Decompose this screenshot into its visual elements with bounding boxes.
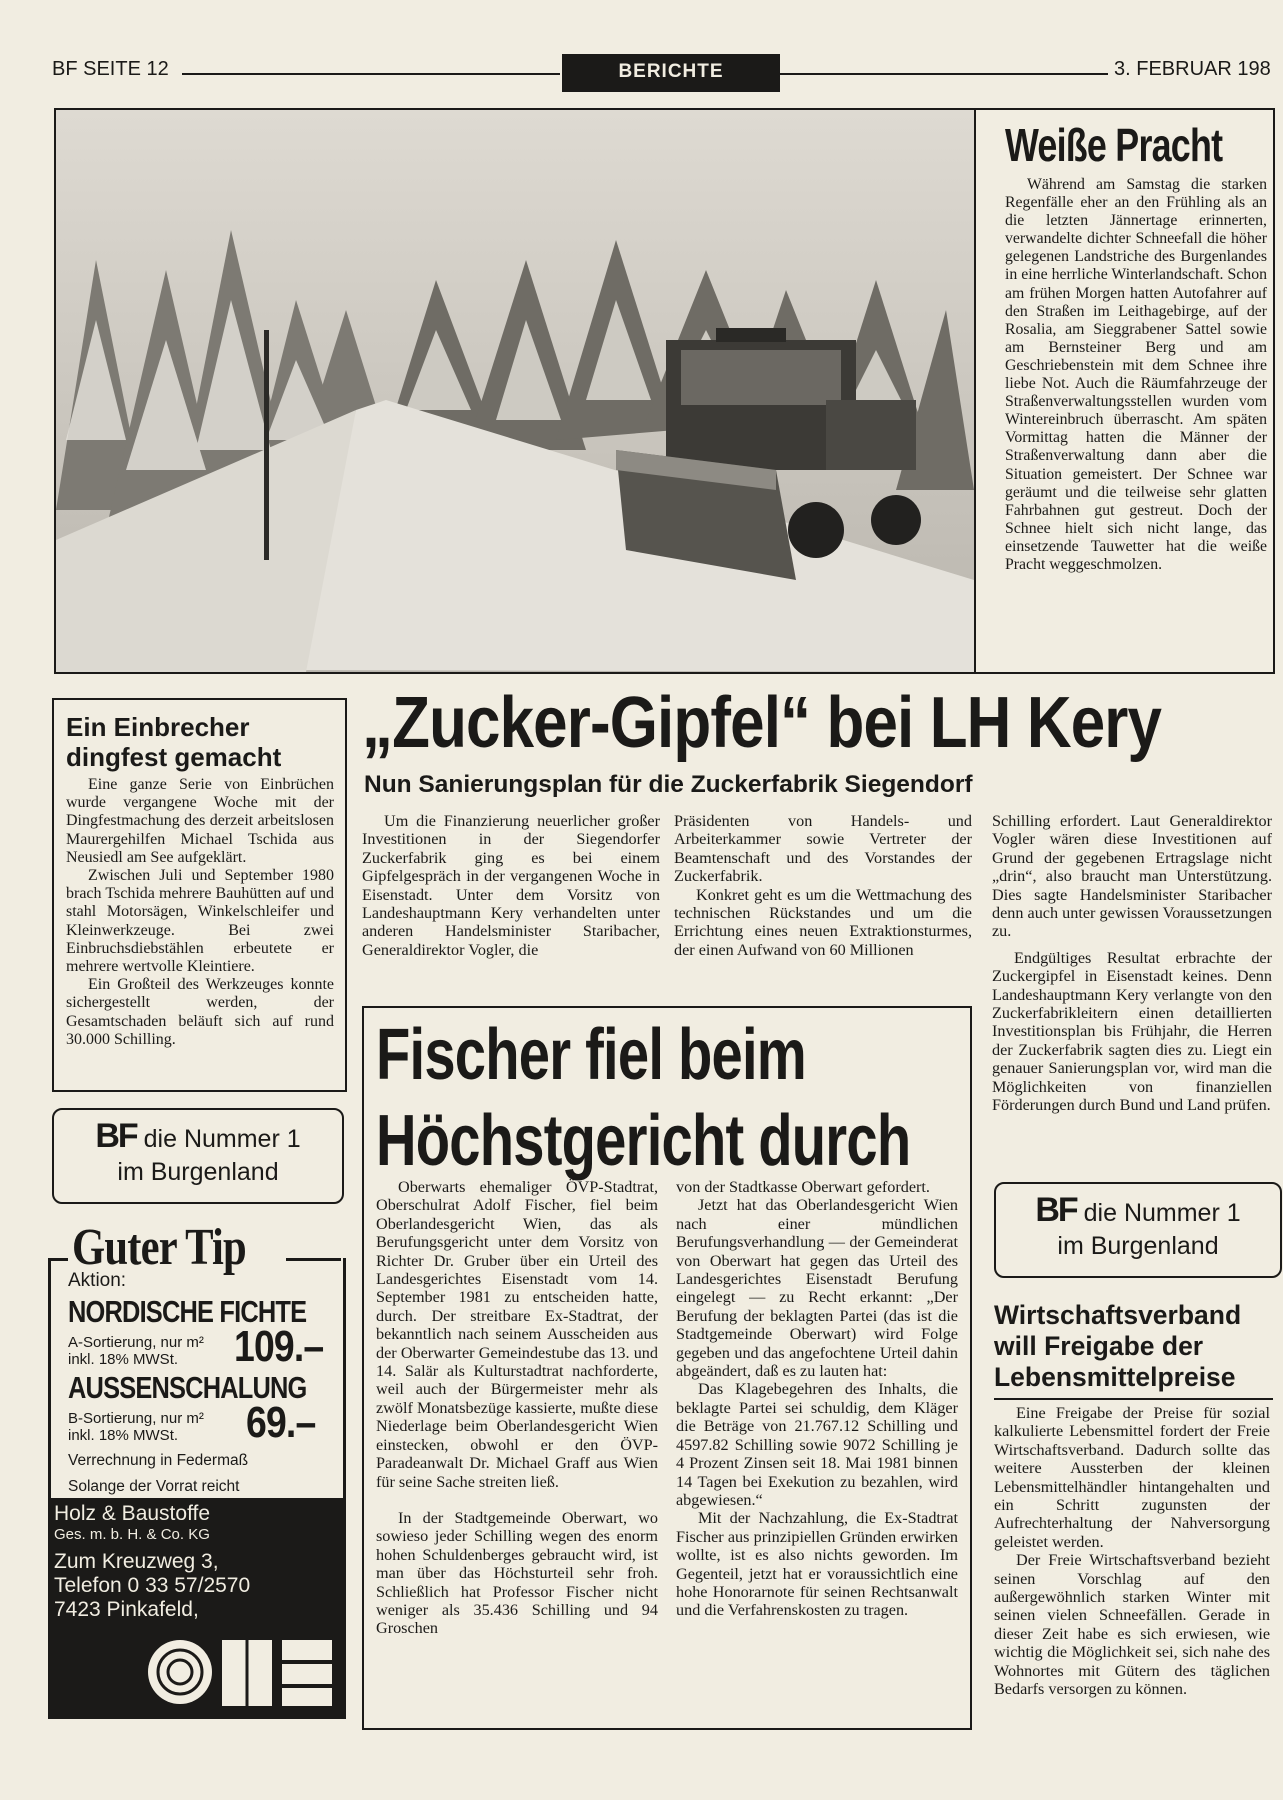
ad-company-name: Holz & Baustoffe	[54, 1502, 211, 1525]
issue-date: 3. FEBRUAR 198	[1114, 58, 1271, 80]
wirtschaft-p2: Der Freie Wirtschaftsverband bezieht seinen Vorschlag auf den außergewöhnlich starken Winter mit seinen vielen Schneefällen. Gerade in dieser Zeit habe es sich erwiesen, wie wichtig die Möglichkeit sei, sich nahe des Wohnortes mit Gütern des täglichen Bedarfs versorgen zu können.	[994, 1551, 1270, 1699]
zucker-subhead: Nun Sanierungsplan für die Zuckerfabrik Siegendorf	[364, 771, 973, 798]
fischer-headline	[376, 1012, 910, 1184]
ad-address-city: 7423 Pinkafeld,	[54, 1598, 199, 1621]
ad-item2-desc1: B-Sortierung, nur m²	[68, 1410, 204, 1427]
ad-note1: Verrechnung in Federmaß	[68, 1452, 249, 1469]
ad-item1-desc1: A-Sortierung, nur m²	[68, 1334, 204, 1351]
ad-item1-desc	[68, 1334, 204, 1368]
einbrecher-box	[52, 698, 347, 1092]
weisse-pracht-text	[1005, 176, 1267, 574]
fischer-col2	[676, 1178, 958, 1620]
zucker-headline: „Zucker-Gipfel“ bei LH Kery	[362, 683, 1162, 763]
wirtschaft-p1: Eine Freigabe der Preise für sozial kalkulierte Lebensmittel fordert der Freie Wirtschaftsverband. Dadurch sollte das weitere Aussterben der kleinen Lebensmittelhändler hintangehalten und ein Schritt zugunsten der Aufrechterhaltung der Nahversorgung geleistet werden.	[994, 1404, 1270, 1551]
ad-company	[54, 1502, 250, 1622]
guter-tip-title: Guter Tip	[72, 1219, 246, 1276]
bf-ad-line2: im Burgenland	[117, 1158, 279, 1186]
einbrecher-title	[66, 712, 281, 772]
ad-note2: Solange der Vorrat reicht	[68, 1478, 240, 1495]
weisse-pracht-box	[975, 108, 1275, 674]
ad-address-street: Zum Kreuzweg 3,	[54, 1550, 219, 1573]
fischer-col2-c: Das Klagebegehren des Inhalts, die beklagte Partei sei schuldig, dem Kläger die Beträge von 21.767.12 Schilling und 4597.82 Schilling sowie 9072 Schilling je 4 Prozent Zinsen seit 18. Mai 1981 binnen 14 Tagen bei Exekution zu bezahlen, wird abgewiesen.“	[676, 1380, 958, 1509]
ad-company-form: Ges. m. b. H. & Co. KG	[54, 1526, 210, 1543]
section-badge: BERICHTE	[562, 54, 780, 92]
ad-item2-price: 69.–	[246, 1398, 316, 1447]
page-number: BF SEITE 12	[52, 58, 169, 80]
bf-ad-line1: die Nummer 1	[143, 1125, 301, 1153]
bf-logo-right: BF	[1035, 1191, 1077, 1229]
einbrecher-title-line2: dingfest gemacht	[66, 742, 282, 772]
ad-item2-name: AUSSENSCHALUNG	[68, 1370, 307, 1405]
zucker-col1-text: Um die Finanzierung neuerlicher großer Investitionen in der Siegendorfer Zuckerfabrik ging es bei einem Gipfelgespräch in der vergangenen Woche in Eisenstadt. Unter dem Vorsitz von Landeshauptmann Kery verhandelten unter anderen Handelsminister Staribacher, Generaldirektor Vogler, die	[362, 812, 660, 959]
wirtschaft-rule	[994, 1398, 1273, 1400]
ad-item1-desc2: inkl. 18% MWSt.	[68, 1351, 179, 1368]
einbrecher-text	[66, 776, 334, 1049]
zucker-col2	[674, 812, 972, 959]
fischer-headline-line1: Fischer fiel beim	[376, 1015, 806, 1095]
ad-item1-price: 109.–	[234, 1322, 324, 1371]
ad-item1-name: NORDISCHE FICHTE	[68, 1294, 307, 1329]
company-logo-icon	[142, 1628, 338, 1718]
ad-notes	[68, 1448, 248, 1500]
weisse-pracht-title: Weiße Pracht	[1005, 119, 1223, 171]
bf-ad-right-line1: die Nummer 1	[1083, 1199, 1241, 1227]
zucker-col3-b: Endgültiges Resultat erbrachte der Zuckergipfel in Eisenstadt keines. Denn Landeshauptmann Kery verlangte von den Zuckerfabrikleitern einen detaillierten Investitionsplan bis Frühjahr, die Herren der Zuckerfabrik sagten dies zu. Liegt ein genauer Sanierungsplan vor, wird man die Möglichkeiten von finanziellen Förderungen durch Bund und Land prüfen.	[992, 948, 1272, 1115]
ad-aktion: Aktion:	[68, 1270, 127, 1291]
header-rule-left	[182, 73, 560, 75]
einbrecher-title-line1: Ein Einbrecher	[66, 712, 250, 742]
zucker-col3-a: Schilling erfordert. Laut Generaldirektor Vogler wären diese Investitionen auf Grund der gegebenen Ertragslage nicht „drin“, also braucht man Unterstützung. Dies sagte Handelsminister Staribacher denn auch unter gewissen Voraussetzungen zu.	[992, 812, 1272, 941]
bf-ad-right	[994, 1182, 1282, 1278]
zucker-col2-b: Konkret geht es um die Wettmachung des technischen Rückstandes und um die Errichtung eines neuen Extraktionsturmes, der einen Aufwand von 60 Millionen	[674, 885, 972, 959]
fischer-col1-a: Oberwarts ehemaliger ÖVP-Stadtrat, Oberschulrat Adolf Fischer, fiel beim Oberlandesgericht Wien, das als Berufungsgericht unter dem Vorsitz von Richter Dr. Gruber über ein Urteil des Landesgerichtes Eisenstadt vom 14. September 1981 zu entscheiden hatte, durch. Der streitbare Ex-Stadtrat, der bekanntlich nach seinem Ausscheiden aus der Oberwarter Gemeindestube das 13. und 14. Salär als Kulturstadtrat nachforderte, weil auch der Bürgermeister mehr als zwölf Monatsbezüge kassierte, mußte diese Niederlage beim Oberlandesgericht Wien einstecken, obwohl er den ÖVP-Paradeanwalt Dr. Michael Graff aus Wien für seine Sache streiten ließ.	[376, 1178, 658, 1491]
snowplow-photo	[54, 108, 976, 674]
zucker-col1	[362, 812, 660, 959]
zucker-col2-a: Präsidenten von Handels- und Arbeiterkammer sowie Vertreter der Beamtenschaft und des Vorstandes der Zuckerfabrik.	[674, 812, 972, 886]
ad-address-phone: Telefon 0 33 57/2570	[54, 1574, 251, 1597]
fischer-col2-a: von der Stadtkasse Oberwart gefordert.	[676, 1178, 930, 1196]
fischer-col2-b: Jetzt hat das Oberlandesgericht Wien nach einer mündlichen Berufungsverhandlung — der Gemeinderat von Oberwart hat gegen das Urteil des Landesgerichtes Eisenstadt Berufung eingelegt — zu Recht erkannt: „Der Berufung der beklagten Partei (das ist die Stadtgemeinde Oberwart) wird Folge gegeben und das angefochtene Urteil dahin abgeändert, daß es zu lauten hat:	[676, 1196, 958, 1381]
fischer-box	[362, 1006, 972, 1730]
guter-tip-ad	[46, 1218, 346, 1718]
bf-logo: BF	[95, 1117, 137, 1155]
fischer-col2-d: Mit der Nachzahlung, die Ex-Stadtrat Fischer aus prinzipiellen Gründen erwirken wollte, ist es also nichts geworden. Im Gegenteil, jetzt hat er voraussichtlich eine hohe Honorarnote für seinen Rechtsanwalt und die Verfahrenskosten zu tragen.	[676, 1509, 958, 1620]
fischer-headline-line2: Höchstgericht durch	[376, 1101, 911, 1181]
wirtschaft-title-line3: Lebensmittelpreise	[994, 1362, 1236, 1392]
fischer-col1	[376, 1178, 658, 1638]
wirtschaft-title	[994, 1300, 1241, 1393]
weisse-pracht-paragraph: Während am Samstag die starken Regenfälle eher an den Frühling als an die letzten Jännertage erinnerten, verwandelte dichter Schneefall die höher gelegenen Landstriche des Burgenlandes in eine herrliche Winterlandschaft. Schon am frühen Morgen hatten Autofahrer auf den Straßen im Leithagebirge, auf der Rosalia, am Sieggrabener Sattel sowie am Bernsteiner Berg und am Geschriebenstein mit dem Schnee ihre liebe Not. Auch die Räumfahrzeuge der Straßenverwaltungsstellen wurden vom Wintereinbruch überrascht. Am späten Vormittag hatten die Männer der Straßenverwaltung dann aber die Situation gemeistert. Der Schnee war geräumt und die teilweise sehr glatten Fahrbahnen gut gestreut. Doch der Schnee hielt sich nicht lange, das einsetzende Tauwetter hat die weiße Pracht weggeschmolzen.	[1005, 176, 1267, 573]
einbrecher-p2: Zwischen Juli und September 1980 brach Tschida mehrere Bauhütten auf und stahl Motorsägen, Winkelschleifer und Kleinwerkzeuge. Bei zwei Einbruchsdiebstählen erbeutete er mehrere wertvolle Kleintiere.	[66, 867, 334, 976]
wirtschaft-text	[994, 1404, 1270, 1699]
bf-ad-right-line2: im Burgenland	[1057, 1232, 1219, 1260]
wirtschaft-title-line2: will Freigabe der	[994, 1331, 1204, 1361]
bf-ad-left	[52, 1108, 344, 1204]
header-rule-right	[776, 73, 1108, 75]
wirtschaft-title-line1: Wirtschaftsverband	[994, 1300, 1242, 1330]
ad-item2-desc	[68, 1410, 204, 1444]
fischer-col1-b: In der Stadtgemeinde Oberwart, wo sowieso jeder Schilling wegen des enorm hohen Schuldenberges gebraucht wird, ist man über das Höchsturteil sehr froh. Schließlich hat Professor Fischer nicht weniger als 35.436 Schilling und 94 Groschen	[376, 1508, 658, 1638]
zucker-col3	[992, 812, 1272, 1115]
einbrecher-p3: Ein Großteil des Werkzeuges konnte sichergestellt werden, der Gesamtschaden beläuft sich auf rund 30.000 Schilling.	[66, 976, 334, 1048]
ad-item2-desc2: inkl. 18% MWSt.	[68, 1427, 179, 1444]
einbrecher-p1: Eine ganze Serie von Einbrüchen wurde vergangene Woche mit der Dingfestmachung des derzeit arbeitslosen Maurergehilfen Michael Tschida aus Neusiedl am See aufgeklärt.	[66, 776, 334, 866]
